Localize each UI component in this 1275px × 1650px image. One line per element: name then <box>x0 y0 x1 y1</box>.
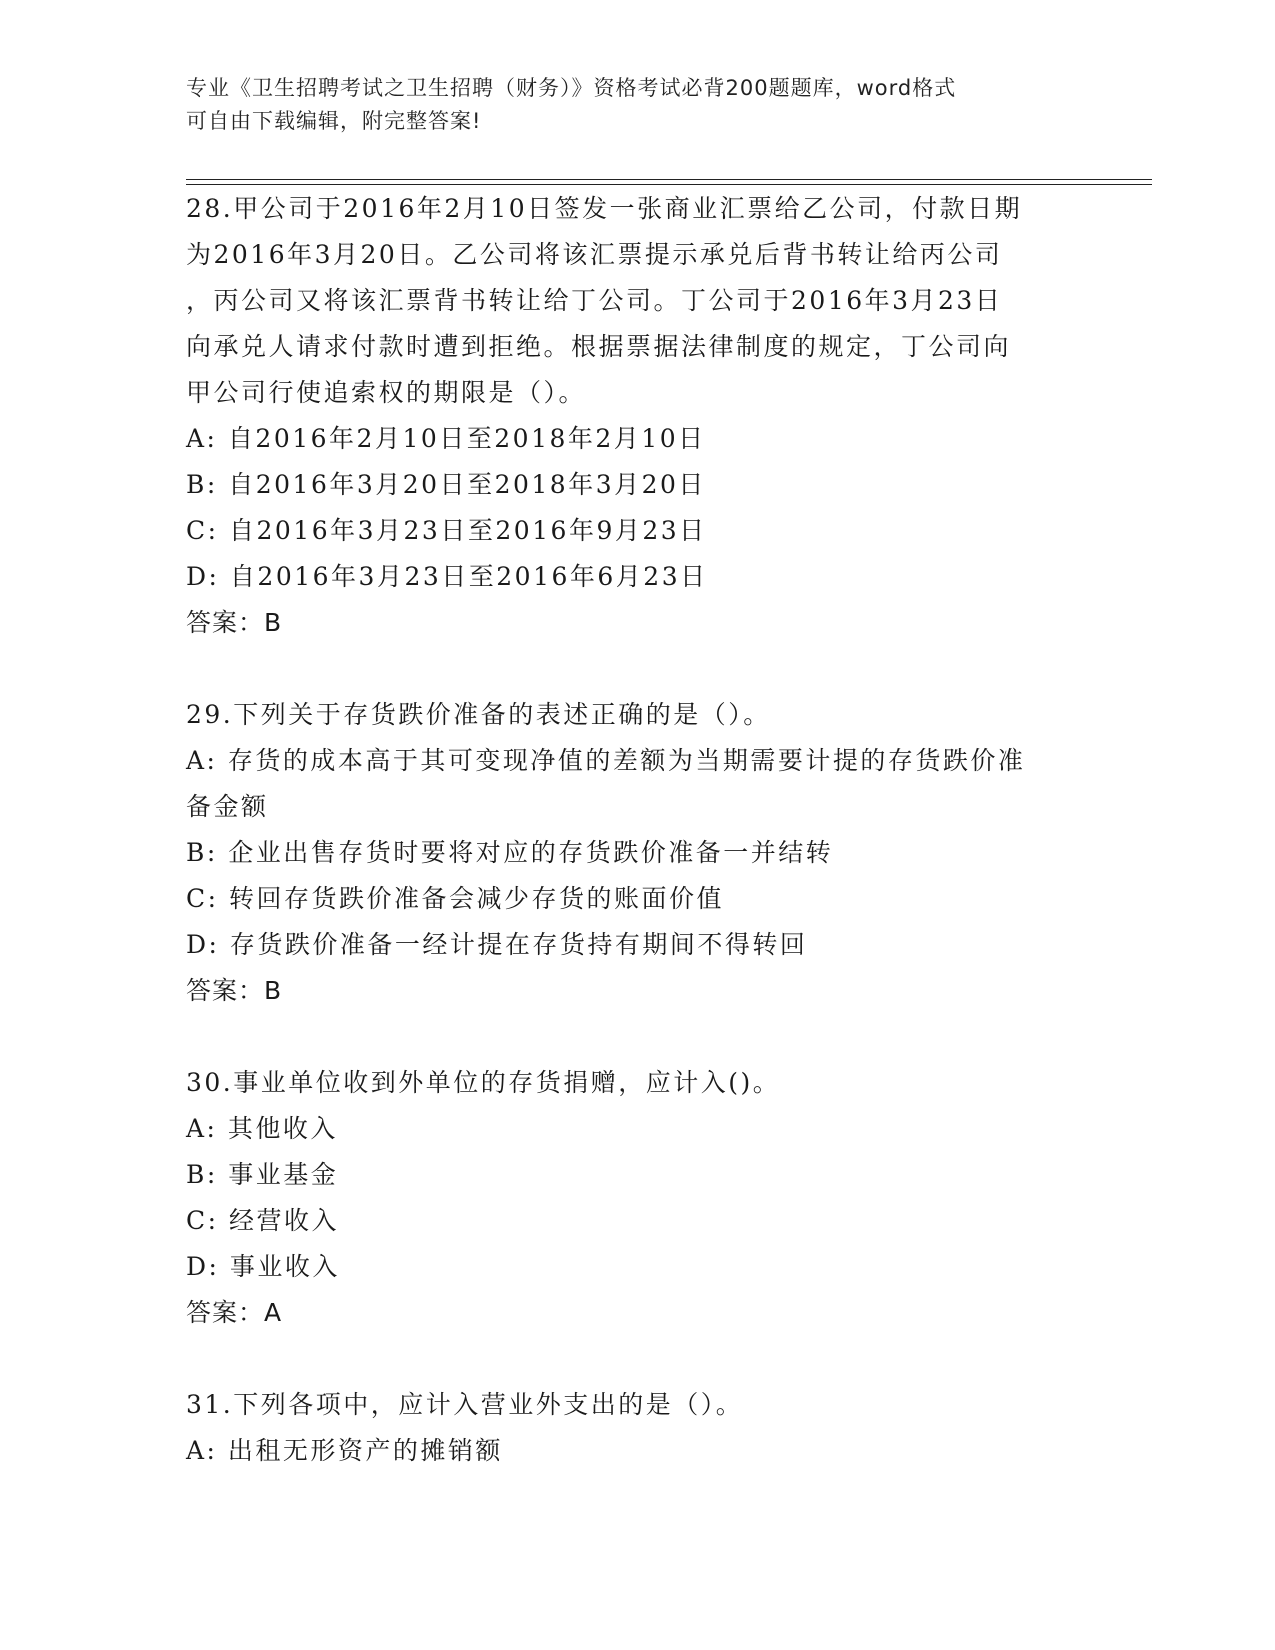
answer-label: 答案：B <box>186 976 283 1005</box>
option-b: B: 自2016年3月20日至2018年3月20日 <box>186 470 706 499</box>
question-31 <box>186 1382 1086 1474</box>
question-text-line: 向承兑人请求付款时遭到拒绝。根据票据法律制度的规定，丁公司向 <box>186 332 1012 361</box>
answer-label: 答案：B <box>186 608 283 637</box>
option-a: A: 出租无形资产的摊销额 <box>186 1436 503 1465</box>
option-a: A: 其他收入 <box>186 1114 338 1143</box>
question-text-line: 30.事业单位收到外单位的存货捐赠，应计入()。 <box>186 1068 781 1097</box>
question-spacer <box>186 1336 1086 1382</box>
option-b: B: 企业出售存货时要将对应的存货跌价准备一并结转 <box>186 838 834 867</box>
question-text-line: 29.下列关于存货跌价准备的表述正确的是（）。 <box>186 700 771 729</box>
question-30 <box>186 1060 1086 1336</box>
option-b: B: 事业基金 <box>186 1160 339 1189</box>
option-a: A: 存货的成本高于其可变现净值的差额为当期需要计提的存货跌价准 <box>186 746 1026 775</box>
header-title-line-1: 专业《卫生招聘考试之卫生招聘（财务）》资格考试必背200题题库，word格式 <box>186 76 957 100</box>
header-title-line-2: 可自由下载编辑，附完整答案! <box>186 109 482 133</box>
answer-label: 答案：A <box>186 1298 283 1327</box>
option-a-continued: 备金额 <box>186 792 269 821</box>
page-header <box>186 72 1086 138</box>
option-d: D: 自2016年3月23日至2016年6月23日 <box>186 562 708 591</box>
header-divider-top <box>186 179 1152 180</box>
question-text-line: 31.下列各项中，应计入营业外支出的是（）。 <box>186 1390 744 1419</box>
question-list <box>186 186 1086 1474</box>
question-text-line: 为2016年3月20日。乙公司将该汇票提示承兑后背书转让给丙公司 <box>186 240 1003 269</box>
option-a: A: 自2016年2月10日至2018年2月10日 <box>186 424 706 453</box>
option-c: C: 转回存货跌价准备会减少存货的账面价值 <box>186 884 724 913</box>
question-text-line: 28.甲公司于2016年2月10日签发一张商业汇票给乙公司，付款日期 <box>186 194 1023 223</box>
question-spacer <box>186 1014 1086 1060</box>
question-28 <box>186 186 1086 646</box>
question-spacer <box>186 646 1086 692</box>
header-divider-bottom <box>186 184 1152 185</box>
option-c: C: 自2016年3月23日至2016年9月23日 <box>186 516 707 545</box>
option-d: D: 事业收入 <box>186 1252 340 1281</box>
option-d: D: 存货跌价准备一经计提在存货持有期间不得转回 <box>186 930 808 959</box>
question-29 <box>186 692 1086 1014</box>
question-text-line: 甲公司行使追索权的期限是（）。 <box>186 378 587 407</box>
option-c: C: 经营收入 <box>186 1206 339 1235</box>
question-text-line: ，丙公司又将该汇票背书转让给丁公司。丁公司于2016年3月23日 <box>186 286 1003 315</box>
